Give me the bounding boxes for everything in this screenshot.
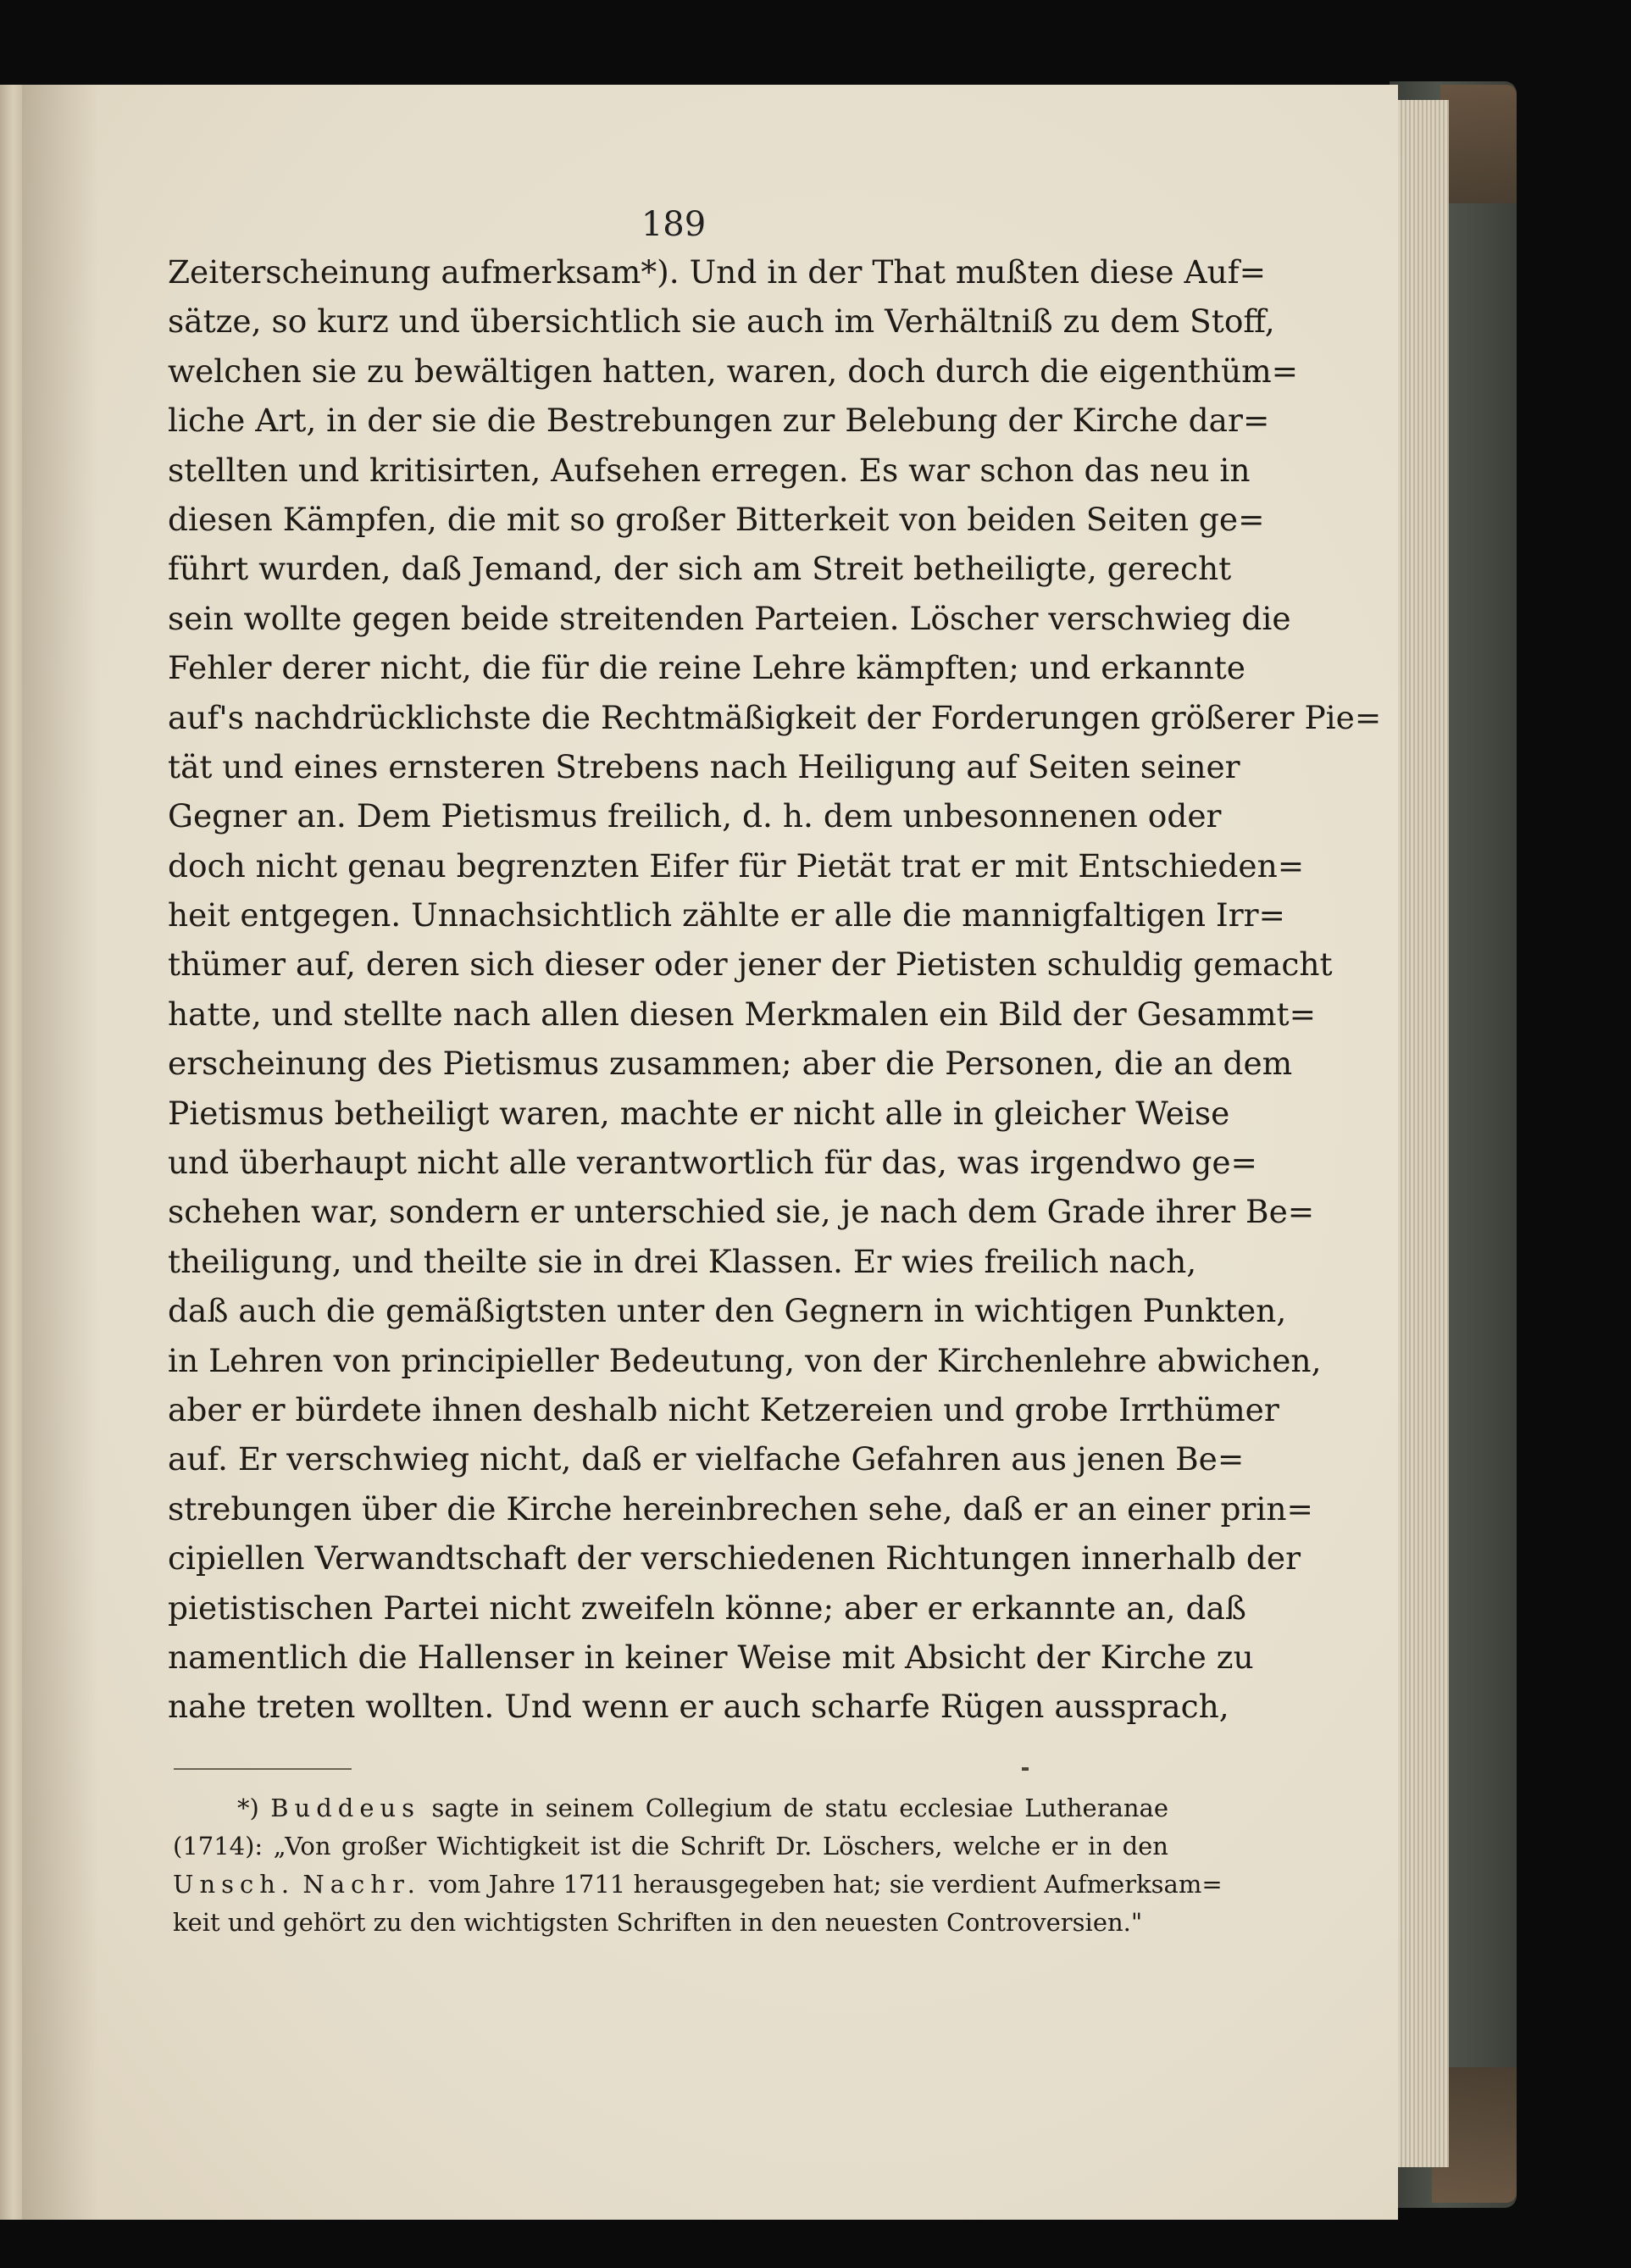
footnote-line: keit und gehört zu den wichtigsten Schriften in den neuesten Controversien." [173,1908,1143,1937]
footnote-abbrev: Nachr. [302,1870,421,1899]
text-line: thümer auf, deren sich dieser oder jener der Pietisten schuldig gemacht [168,945,1333,984]
text-line: pietistischen Partei nicht zweifeln könne; aber er erkannte an, daß [168,1589,1246,1627]
footnote-text: sagte in seinem Collegium de statu ecclesiae Lutheranae [431,1794,1168,1822]
previous-page-edge [0,85,22,2220]
footnote-line: (1714): „Von großer Wichtigkeit ist die Schrift Dr. Löschers, welche er in den [173,1832,1168,1860]
text-line: daß auch die gemäßigtsten unter den Gegnern in wichtigen Punkten, [168,1292,1287,1330]
cover-corner-top [1440,85,1517,203]
text-line: namentlich die Hallenser in keiner Weise mit Absicht der Kirche zu [168,1638,1254,1676]
text-line: Pietismus betheiligt waren, machte er nicht alle in gleicher Weise [168,1094,1230,1132]
text-line: hatte, und stellte nach allen diesen Merkmalen ein Bild der Gesammt= [168,995,1317,1033]
text-line: Zeiterscheinung aufmerksam*). Und in der That mußten diese Auf= [168,253,1267,291]
text-line: sein wollte gegen beide streitenden Parteien. Löscher verschwieg die [168,599,1291,637]
text-line: heit entgegen. Unnachsichtlich zählte er alle die mannigfaltigen Irr= [168,896,1285,934]
text-line: Gegner an. Dem Pietismus freilich, d. h. dem unbesonnenen oder [168,797,1222,835]
text-line: schehen war, sondern er unterschied sie, je nach dem Grade ihrer Be= [168,1193,1315,1231]
text-line: stellten und kritisirten, Aufsehen erregen. Es war schon das neu in [168,451,1251,489]
text-line: diesen Kämpfen, die mit so großer Bitterkeit von beiden Seiten ge= [168,500,1265,538]
text-line: nahe treten wollten. Und wenn er auch scharfe Rügen aussprach, [168,1688,1229,1726]
footnote-line [173,1866,1223,1904]
footnote [173,1789,1223,1942]
text-line: auf. Er verschwieg nicht, daß er vielfache Gefahren aus jenen Be= [168,1440,1245,1478]
text-line: theiligung, und theilte sie in drei Klassen. Er wies freilich nach, [168,1242,1197,1280]
footnote-author: Buddeus [270,1794,421,1822]
footnote-abbrev: Unsch. [173,1870,296,1899]
text-line: und überhaupt nicht alle verantwortlich für das, was irgendwo ge= [168,1144,1257,1182]
text-line: in Lehren von principieller Bedeutung, von der Kirchenlehre abwichen, [168,1341,1322,1379]
gutter-shadow [22,85,98,2220]
text-line: auf's nachdrücklichste die Rechtmäßigkeit der Forderungen größerer Pie= [168,698,1382,736]
text-line: führt wurden, daß Jemand, der sich am Streit betheiligte, gerecht [168,550,1232,588]
footnote-line [173,1789,1168,1827]
separator-mark [1022,1767,1029,1771]
footnote-marker: *) [237,1794,259,1822]
page-number: 189 [641,205,707,244]
text-line: tät und eines ernsteren Strebens nach Heiligung auf Seiten seiner [168,747,1240,785]
text-line: aber er bürdete ihnen deshalb nicht Ketzereien und grobe Irrthümer [168,1390,1279,1428]
footnote-text: vom Jahre 1711 herausgegeben hat; sie verdient Aufmerksam= [429,1870,1223,1899]
footnote-separator [174,1768,352,1770]
page-stack-edge [1390,100,1449,2167]
text-line: liche Art, in der sie die Bestrebungen zur Belebung der Kirche dar= [168,402,1270,440]
main-text [168,247,1382,1732]
text-line: sätze, so kurz und übersichtlich sie auch im Verhältniß zu dem Stoff, [168,302,1275,341]
text-line: welchen sie zu bewältigen hatten, waren, doch durch die eigenthüm= [168,352,1299,390]
text-line: erscheinung des Pietismus zusammen; aber die Personen, die an dem [168,1045,1293,1083]
text-line: Fehler derer nicht, die für die reine Lehre kämpften; und erkannte [168,649,1245,687]
text-line: doch nicht genau begrenzten Eifer für Pietät trat er mit Entschieden= [168,846,1305,884]
text-line: cipiellen Verwandtschaft der verschiedenen Richtungen innerhalb der [168,1539,1301,1578]
text-line: strebungen über die Kirche hereinbrechen sehe, daß er an einer prin= [168,1489,1313,1528]
